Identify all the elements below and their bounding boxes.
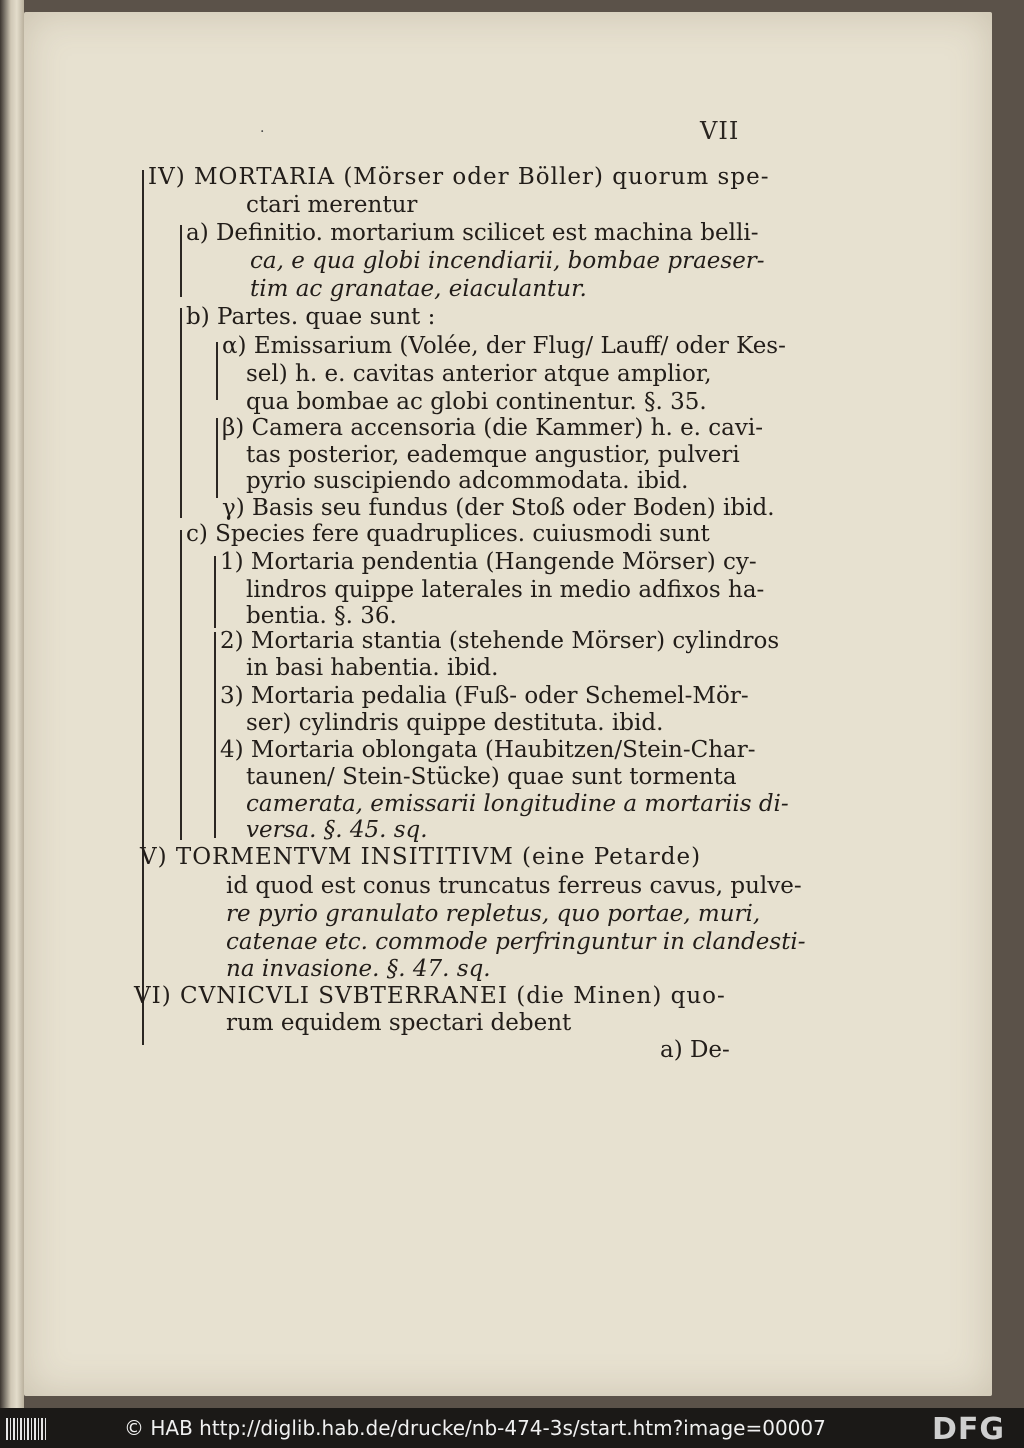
text-line: IV) MORTARIA (Mörser oder Böller) quorum spe- [148, 164, 770, 190]
text-line: camerata, emissarii longitudine a mortariis di- [246, 791, 789, 817]
bracket-bar [180, 530, 182, 840]
text-line: versa. §. 45. sq. [246, 817, 428, 843]
text-line: 2) Mortaria stantia (stehende Mörser) cylindros [220, 628, 780, 654]
bracket-bar [180, 308, 182, 518]
text-line: rum equidem spectari debent [226, 1010, 572, 1036]
copyright-link[interactable]: © HAB http://diglib.hab.de/drucke/nb-474-3s/start.htm?image=00007 [124, 1416, 826, 1440]
bracket-bar [216, 342, 218, 400]
text-line: catenae etc. commode perfringuntur in clandesti- [226, 929, 806, 955]
bracket-bar [214, 740, 216, 838]
bracket-bar [142, 170, 144, 1045]
text-line: tas posterior, eademque angustior, pulveri [246, 442, 740, 468]
binding-edge [0, 0, 24, 1408]
page-mark: · [260, 124, 265, 140]
text-line: re pyrio granulato repletus, quo portae, muri, [226, 901, 761, 927]
text-line: qua bombae ac globi continentur. §. 35. [246, 389, 707, 415]
text-line: V) TORMENTVM INSITITIVM (eine Petarde) [140, 844, 702, 870]
text-line: a) Definitio. mortarium scilicet est machina belli- [186, 220, 759, 246]
text-line: ca, e qua globi incendiarii, bombae praeser- [250, 248, 765, 274]
text-line: ser) cylindris quippe destituta. ibid. [246, 710, 664, 736]
catchword: a) De- [660, 1037, 730, 1063]
text-line: id quod est conus truncatus ferreus cavus, pulve- [226, 873, 802, 899]
bracket-bar [214, 632, 216, 688]
text-line: sel) h. e. cavitas anterior atque amplior, [246, 361, 712, 387]
text-line: 1) Mortaria pendentia (Hangende Mörser) cy- [220, 549, 757, 575]
text-line: na invasione. §. 47. sq. [226, 956, 491, 982]
text-line: α) Emissarium (Volée, der Flug/ Lauff/ oder Kes- [222, 333, 786, 359]
barcode-icon [6, 1418, 46, 1440]
text-line: c) Species fere quadruplices. cuiusmodi sunt [186, 521, 710, 547]
text-line: in basi habentia. ibid. [246, 655, 499, 681]
page-number: VII [700, 117, 740, 145]
bracket-bar [216, 418, 218, 498]
bracket-bar [214, 556, 216, 628]
text-line: γ) Basis seu fundus (der Stoß oder Boden) ibid. [222, 495, 775, 521]
text-line: 4) Mortaria oblongata (Haubitzen/Stein-Char- [220, 737, 756, 763]
text-line: tim ac granatae, eiaculantur. [250, 276, 587, 302]
text-line: 3) Mortaria pedalia (Fuß- oder Schemel-Mör- [220, 683, 749, 709]
dfg-logo: DFG [932, 1412, 1006, 1447]
text-line: VI) CVNICVLI SVBTERRANEI (die Minen) quo- [134, 983, 726, 1009]
text-line: lindros quippe laterales in medio adfixos ha- [246, 577, 765, 603]
text-line: ctari merentur [246, 192, 418, 218]
text-line: pyrio suscipiendo adcommodata. ibid. [246, 468, 689, 494]
text-line: β) Camera accensoria (die Kammer) h. e. cavi- [222, 415, 764, 441]
text-line: bentia. §. 36. [246, 603, 397, 629]
bracket-bar [180, 225, 182, 297]
text-line: b) Partes. quae sunt : [186, 304, 436, 330]
viewer-footer [0, 1408, 1024, 1448]
bracket-bar [214, 686, 216, 742]
text-line: taunen/ Stein-Stücke) quae sunt tormenta [246, 764, 737, 790]
